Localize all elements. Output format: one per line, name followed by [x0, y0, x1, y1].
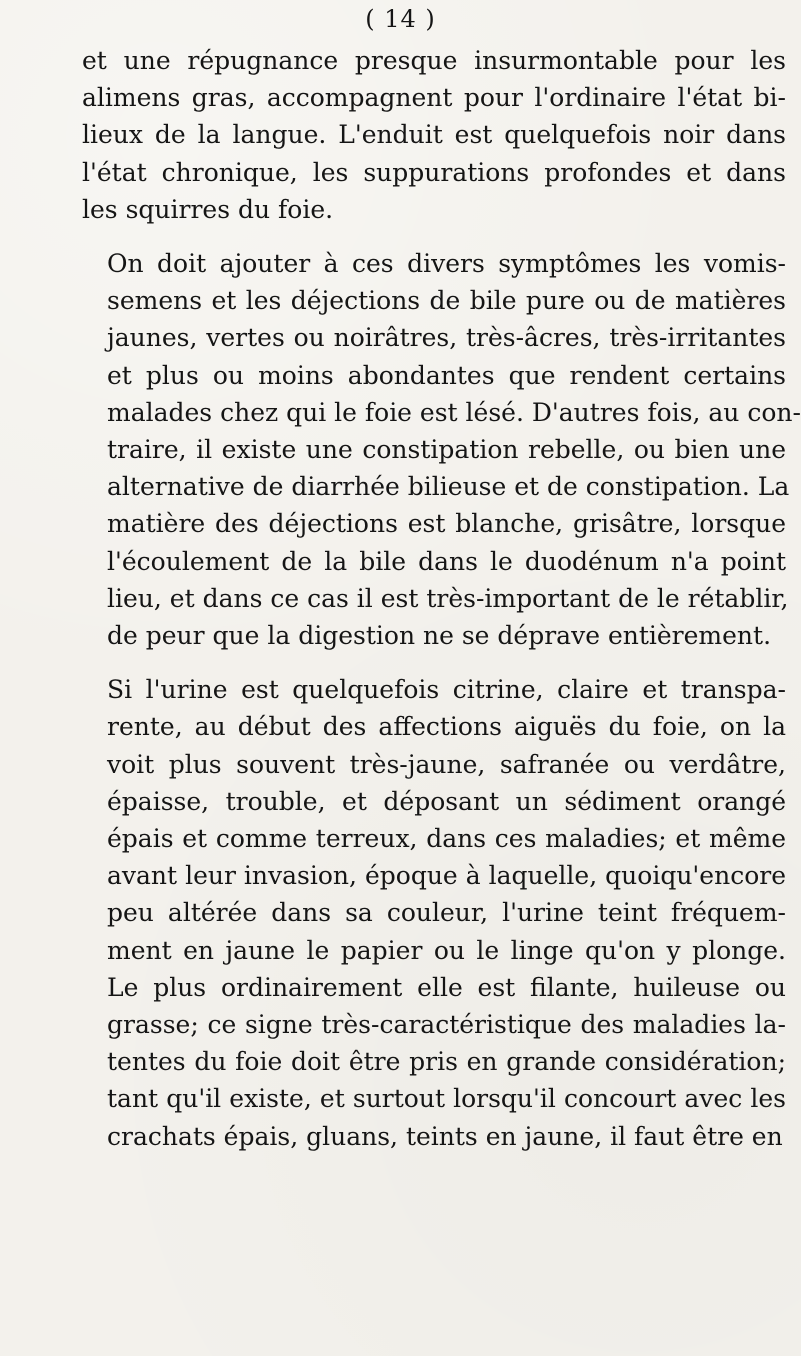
- text-line: peu altérée dans sa couleur, l'urine teint fréquem-: [107, 898, 786, 928]
- text-line: l'écoulement de la bile dans le duodénum n'a point: [107, 546, 786, 576]
- text-line: Si l'urine est quelquefois citrine, claire et transpa-: [107, 675, 786, 705]
- text-line: alternative de diarrhée bilieuse et de constipation. La: [107, 472, 790, 502]
- text-line: grasse; ce signe très-caractéristique des maladies la-: [107, 1010, 786, 1040]
- text-line: voit plus souvent très-jaune, safranée ou verdâtre,: [107, 749, 786, 779]
- paragraph-spacing: [82, 228, 786, 245]
- text-line: semens et les déjections de bile pure ou de matières: [107, 286, 786, 316]
- page-text-body: [82, 42, 801, 1155]
- text-line: les squirres du foie.: [82, 194, 334, 224]
- paragraph-3: [82, 671, 786, 1155]
- text-line: épais et comme terreux, dans ces maladies; et même: [107, 824, 786, 854]
- paragraph-2: [82, 245, 801, 654]
- text-line: de peur que la digestion ne se déprave entièrement.: [107, 621, 772, 651]
- text-line: On doit ajouter à ces divers symptômes les vomis-: [107, 249, 786, 279]
- text-line: alimens gras, accompagnent pour l'ordinaire l'état bi-: [82, 83, 786, 113]
- text-line: jaunes, vertes ou noirâtres, très-âcres, très-irritantes: [107, 323, 786, 353]
- text-line: matière des déjections est blanche, grisâtre, lorsque: [107, 509, 786, 539]
- text-line: et plus ou moins abondantes que rendent certains: [107, 360, 786, 390]
- text-line: ment en jaune le papier ou le linge qu'on y plonge.: [107, 935, 786, 965]
- paragraph-1: [82, 42, 786, 228]
- text-line: lieu, et dans ce cas il est très-important de le rétablir,: [107, 583, 789, 613]
- text-line: l'état chronique, les suppurations profondes et dans: [82, 157, 786, 187]
- text-line: crachats épais, gluans, teints en jaune, il faut être en: [107, 1121, 783, 1151]
- text-line: tentes du foie doit être pris en grande considération;: [107, 1047, 786, 1077]
- text-line: Le plus ordinairement elle est filante, huileuse ou: [107, 972, 786, 1002]
- text-line: malades chez qui le foie est lésé. D'autres fois, au con-: [107, 397, 801, 427]
- text-line: tant qu'il existe, et surtout lorsqu'il concourt avec les: [107, 1084, 786, 1114]
- text-line: avant leur invasion, époque à laquelle, quoiqu'encore: [107, 861, 786, 891]
- text-line: et une répugnance presque insurmontable pour les: [82, 46, 786, 75]
- text-line: lieux de la langue. L'enduit est quelquefois noir dans: [82, 120, 786, 150]
- text-line: épaisse, trouble, et déposant un sédiment orangé: [107, 786, 786, 816]
- text-line: traire, il existe une constipation rebelle, ou bien une: [107, 435, 786, 465]
- text-line: rente, au début des affections aiguës du foie, on la: [107, 712, 786, 742]
- paragraph-spacing: [82, 654, 786, 671]
- page-number: ( 14 ): [365, 5, 436, 33]
